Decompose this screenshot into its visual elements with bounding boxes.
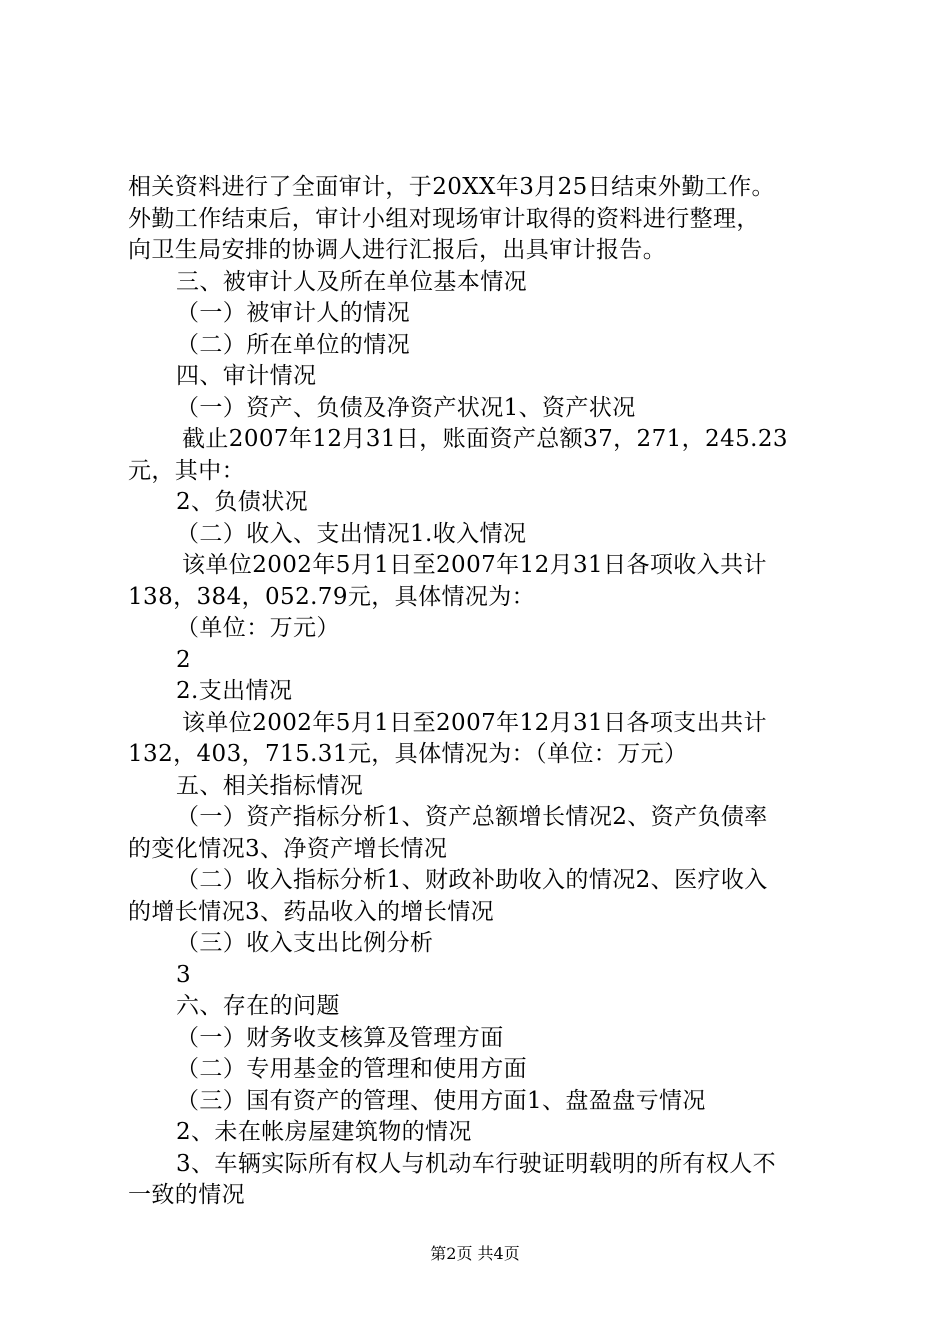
document-line: （一）财务收支核算及管理方面	[176, 1024, 504, 1051]
document-line: （二）收入指标分析1、财政补助收入的情况2、医疗收入	[176, 867, 768, 893]
document-line: 截止2007年12月31日，账面资产总额37，271，245.23	[182, 426, 788, 452]
document-line: 三、被审计人及所在单位基本情况	[176, 268, 527, 295]
document-line: 2	[176, 646, 192, 673]
document-line: 2、未在帐房屋建筑物的情况	[176, 1119, 472, 1145]
document-line: （单位：万元）	[176, 615, 340, 641]
document-line: （一）被审计人的情况	[176, 300, 410, 326]
document-line: （二）专用基金的管理和使用方面	[176, 1056, 527, 1082]
document-line: 132，403，715.31元，具体情况为：（单位：万元）	[128, 741, 688, 767]
document-line: 元，其中：	[128, 457, 245, 484]
document-line: （一）资产指标分析1、资产总额增长情况2、资产负债率	[176, 804, 768, 830]
document-line: （二）所在单位的情况	[176, 331, 410, 358]
document-line: 六、存在的问题	[176, 993, 340, 1019]
document-line: 该单位2002年5月1日至2007年12月31日各项收入共计	[182, 552, 767, 578]
document-line: 3、车辆实际所有权人与机动车行驶证明载明的所有权人不	[176, 1150, 777, 1177]
document-line: 138，384，052.79元，具体情况为：	[128, 583, 536, 610]
document-line: 3	[176, 961, 192, 988]
document-line: 相关资料进行了全面审计，于20XX年3月25日结束外勤工作。	[128, 174, 775, 200]
document-line: （一）资产、负债及净资产状况1、资产状况	[176, 394, 636, 421]
document-line: 五、相关指标情况	[176, 772, 364, 799]
document-line: 的变化情况3、净资产增长情况	[128, 835, 448, 862]
document-line: 一致的情况	[128, 1182, 245, 1208]
document-line: （三）收入支出比例分析	[176, 930, 434, 956]
document-line: 四、审计情况	[176, 363, 317, 389]
document-line: （二）收入、支出情况1.收入情况	[176, 520, 527, 547]
document-line: 2.支出情况	[176, 678, 293, 704]
document-line: （三）国有资产的管理、使用方面1、盘盈盘亏情况	[176, 1087, 706, 1114]
document-line: 该单位2002年5月1日至2007年12月31日各项支出共计	[182, 709, 767, 736]
page-footer: 第2页 共4页	[430, 1244, 520, 1263]
document-line: 2、负债状况	[176, 489, 309, 515]
document-line: 外勤工作结束后，审计小组对现场审计取得的资料进行整理，	[128, 205, 760, 232]
document-body	[128, 172, 840, 1212]
document-line: 的增长情况3、药品收入的增长情况	[128, 898, 495, 925]
document-line: 向卫生局安排的协调人进行汇报后，出具审计报告。	[128, 237, 667, 263]
